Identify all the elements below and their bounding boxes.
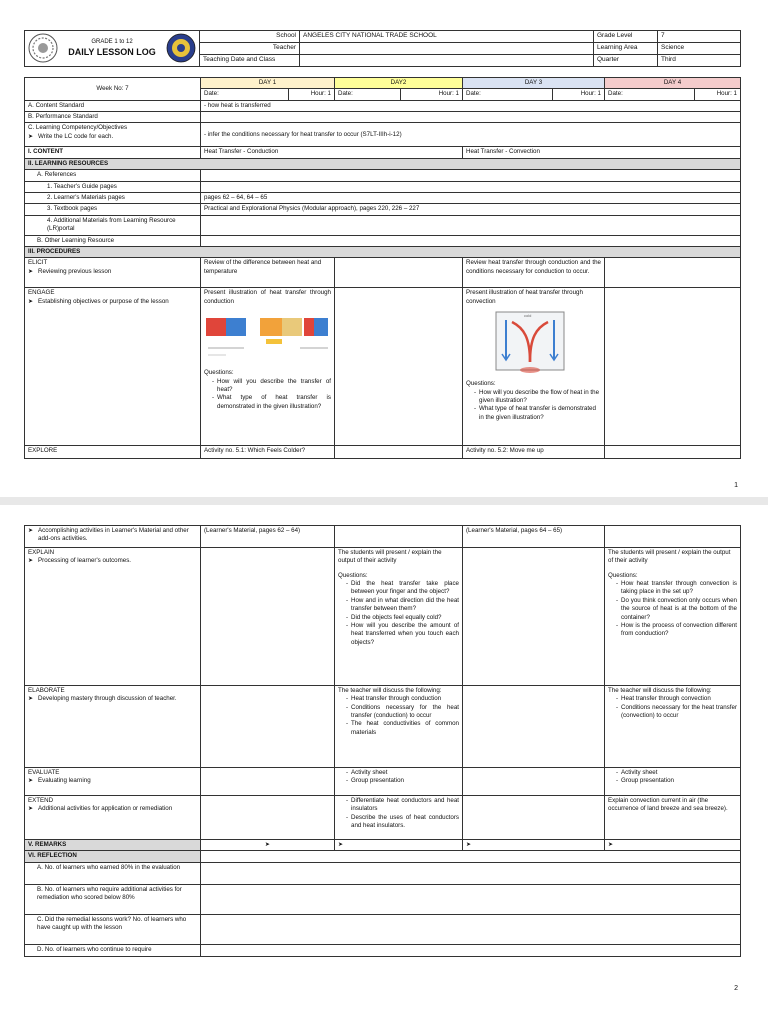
grade-level-label: Grade Level xyxy=(594,31,658,43)
textbook-pages-label: 3. Textbook pages xyxy=(25,204,201,215)
cold-label: cold xyxy=(524,313,532,319)
day2-header: DAY2 xyxy=(335,78,463,89)
elaborate-day1 xyxy=(201,686,335,768)
lesson-table-page2 xyxy=(24,525,741,957)
accomplish-day4 xyxy=(605,526,741,548)
doc-title: DAILY LESSON LOG xyxy=(68,47,156,58)
explain-day4-question: - How heat transfer through convection is taking place in the set up? xyxy=(616,580,737,597)
competency-label: C. Learning Competency/Objectives xyxy=(28,124,128,132)
evaluate-day1 xyxy=(201,768,335,796)
engage-day1-questions xyxy=(204,378,331,411)
explore-day4 xyxy=(605,446,741,459)
extend-day2 xyxy=(335,796,463,840)
extend-day3 xyxy=(463,796,605,840)
elicit-day2 xyxy=(335,258,463,288)
school-seal-icon xyxy=(166,33,196,63)
explore-day3: Activity no. 5.2: Move me up xyxy=(463,446,605,459)
reflection-value xyxy=(201,851,741,862)
conduction-blocks-illustration xyxy=(204,310,332,362)
equal-block-mid xyxy=(282,318,302,336)
engage-day3-text: Present illustration of heat transfer through convection xyxy=(466,289,583,305)
explain-day2-question: - How will you describe the amount of heat transferred when you touch each objects? xyxy=(346,622,459,647)
explain-day4-question: - Do you think convection only occurs when the source of heat is at the bottom of the container? xyxy=(616,597,737,622)
engage-day3-questions xyxy=(466,389,601,422)
elaborate-cell xyxy=(25,686,201,768)
remarks-day4 xyxy=(605,840,741,851)
elaborate-day2-item: - Heat transfer through conduction xyxy=(346,695,459,703)
content-day1: Heat Transfer - Conduction xyxy=(201,147,463,158)
engage-day1-text: Present illustration of heat transfer through conduction xyxy=(204,289,331,305)
explain-day4-question: - How is the process of convection different from conduction? xyxy=(616,622,737,639)
explain-cell xyxy=(25,548,201,686)
explain-day4-intro: The students will present / explain the output of their activity xyxy=(608,549,731,565)
lesson-table-page1 xyxy=(24,77,741,459)
reflection-b-value xyxy=(201,884,741,914)
extend-label: EXTEND xyxy=(28,797,54,804)
accomplish-cell xyxy=(25,526,201,548)
reflection-a-value xyxy=(201,862,741,884)
engage-cell xyxy=(25,288,201,446)
competency-value: - infer the conditions necessary for heat transfer to occur (S7LT-IIIh-i-12) xyxy=(201,123,741,147)
day1-header: DAY 1 xyxy=(201,78,335,89)
day4-hour: Hour: 1 xyxy=(695,89,741,100)
extend-day2-list xyxy=(338,797,459,830)
explore-day1: Activity no. 5.1: Which Feels Colder? xyxy=(201,446,335,459)
explain-day2-question: - How and in what direction did the heat transfer between them? xyxy=(346,597,459,614)
day2-date: Date: xyxy=(335,89,401,100)
extend-cell xyxy=(25,796,201,840)
extend-sub: ➤ Additional activities for application or remediation xyxy=(28,805,197,813)
remarks-day1 xyxy=(201,840,335,851)
competency-cell xyxy=(25,123,201,147)
references-label: A. References xyxy=(25,170,201,181)
explain-day2-questions xyxy=(338,580,459,647)
performance-standard-value xyxy=(201,112,741,123)
references-value xyxy=(201,170,741,181)
engage-day1-questions-label: Questions: xyxy=(204,369,234,377)
explain-day2-question: - Did the objects feel equally cold? xyxy=(346,614,459,622)
page-2 xyxy=(0,505,768,1024)
evaluate-day4-item: - Group presentation xyxy=(616,777,737,785)
explain-day4-questions xyxy=(608,580,737,639)
extend-day2-item: - Describe the uses of heat conductors and heat insulators. xyxy=(346,814,459,831)
header-logo-cell xyxy=(25,31,200,67)
explore-day2 xyxy=(335,446,463,459)
elicit-day1: Review of the difference between heat and temperature xyxy=(201,258,335,288)
evaluate-sub: ➤ Evaluating learning xyxy=(28,777,197,785)
explain-day4 xyxy=(605,548,741,686)
elaborate-day4-item: - Heat transfer through convection xyxy=(616,695,737,703)
content-label: I. CONTENT xyxy=(25,147,201,158)
reflection-c-label: C. Did the remedial lessons work? No. of learners who have caught up with the lesson xyxy=(25,914,201,944)
cold-block-right xyxy=(314,318,328,336)
day4-date: Date: xyxy=(605,89,695,100)
arrow-right-icon: ➤ xyxy=(608,841,614,848)
elicit-day3: Review heat transfer through conduction and the conditions necessary for conduction to occur. xyxy=(463,258,605,288)
page-gap xyxy=(0,497,768,505)
elicit-cell xyxy=(25,258,201,288)
evaluate-day4 xyxy=(605,768,741,796)
engage-label: ENGAGE xyxy=(28,289,55,297)
content-standard-value: - how heat is transferred xyxy=(201,100,741,111)
engage-day3 xyxy=(463,288,605,446)
elaborate-day4-item: - Conditions necessary for the heat transfer (convection) to occur xyxy=(616,704,737,721)
reflection-c-value xyxy=(201,914,741,944)
engage-day3-question: - How will you describe the flow of heat in the given illustration? xyxy=(474,389,601,406)
lm-pages-value: pages 62 – 64, 64 – 65 xyxy=(201,192,741,203)
teaching-date-value xyxy=(300,54,594,66)
day4-header: DAY 4 xyxy=(605,78,741,89)
arrow-right-icon: ➤ xyxy=(466,841,472,848)
day3-header: DAY 3 xyxy=(463,78,605,89)
teacher-value xyxy=(300,43,594,55)
accomplish-day3: (Learner's Material, pages 64 – 65) xyxy=(463,526,605,548)
explain-day2-questions-label: Questions: xyxy=(338,571,368,579)
other-resource-label: B. Other Learning Resource xyxy=(25,235,201,246)
header-table xyxy=(24,30,741,67)
reflection-d-value xyxy=(201,944,741,956)
elaborate-day2-intro: The teacher will discuss the following: xyxy=(338,687,442,694)
warm-block-right xyxy=(304,318,314,336)
hot-block xyxy=(206,318,226,336)
evaluate-cell xyxy=(25,768,201,796)
explain-day1 xyxy=(201,548,335,686)
reflection-heading: VI. REFLECTION xyxy=(25,851,201,862)
grade-level-value: 7 xyxy=(658,31,741,43)
deped-seal-icon xyxy=(28,33,58,63)
arrow-right-icon: ➤ xyxy=(338,841,344,848)
additional-materials-label: 4. Additional Materials from Learning Resource (LR)portal xyxy=(25,215,201,235)
elicit-day4 xyxy=(605,258,741,288)
extend-day4: Explain convection current in air (the occurrence of land breeze and sea breeze). xyxy=(605,796,741,840)
evaluate-day2-list xyxy=(338,769,459,786)
cold-block xyxy=(226,318,246,336)
engage-day1 xyxy=(201,288,335,446)
evaluate-day2 xyxy=(335,768,463,796)
week-number: Week No: 7 xyxy=(25,78,201,101)
day3-hour: Hour: 1 xyxy=(553,89,605,100)
evaluate-day4-list xyxy=(608,769,737,786)
learning-area-value: Science xyxy=(658,43,741,55)
engage-day2 xyxy=(335,288,463,446)
remarks-heading: V. REMARKS xyxy=(25,840,201,851)
explain-day2-question: - Did the heat transfer take place between your finger and the object? xyxy=(346,580,459,597)
elicit-label: ELICIT xyxy=(28,259,48,267)
accomplish-label: ➤ Accomplishing activities in Learner's Material and other add-ons activities. xyxy=(28,527,197,544)
elaborate-day2-item: - The heat conductivities of common materials xyxy=(346,720,459,737)
tg-pages-label: 1. Teacher's Guide pages xyxy=(25,181,201,192)
reflection-a-label: A. No. of learners who earned 80% in the evaluation xyxy=(25,862,201,884)
day1-date: Date: xyxy=(201,89,289,100)
day2-hour: Hour: 1 xyxy=(401,89,463,100)
evaluate-day4-item: - Activity sheet xyxy=(616,769,737,777)
learning-area-label: Learning Area xyxy=(594,43,658,55)
elaborate-label: ELABORATE xyxy=(28,687,65,694)
elaborate-day2-list xyxy=(338,695,459,737)
quarter-value: Third xyxy=(658,54,741,66)
tg-pages-value xyxy=(201,181,741,192)
accomplish-day2 xyxy=(335,526,463,548)
arrow-right-icon: ➤ xyxy=(264,841,271,848)
elaborate-day2-item: - Conditions necessary for the heat transfer (conduction) to occur xyxy=(346,704,459,721)
explain-day3 xyxy=(463,548,605,686)
engage-day4 xyxy=(605,288,741,446)
explain-sub: ➤ Processing of learner's outcomes. xyxy=(28,557,197,565)
explain-day4-questions-label: Questions: xyxy=(608,571,638,579)
quarter-label: Quarter xyxy=(594,54,658,66)
lm-pages-label: 2. Learner's Materials pages xyxy=(25,192,201,203)
school-label: School xyxy=(200,31,300,43)
reflection-d-label: D. No. of learners who continue to require xyxy=(25,944,201,956)
page-1 xyxy=(0,0,768,497)
remarks-day3 xyxy=(463,840,605,851)
elaborate-day2 xyxy=(335,686,463,768)
explain-day2-intro: The students will present / explain the output of their activity xyxy=(338,549,442,565)
procedures-heading: III. PROCEDURES xyxy=(25,246,741,257)
explain-label: EXPLAIN xyxy=(28,549,55,556)
elaborate-day4-intro: The teacher will discuss the following: xyxy=(608,687,712,694)
day1-hour: Hour: 1 xyxy=(289,89,335,100)
heat-source xyxy=(520,367,540,373)
performance-standard-label: B. Performance Standard xyxy=(25,112,201,123)
elaborate-sub: ➤ Developing mastery through discussion of teacher. xyxy=(28,695,197,703)
reflection-b-label: B. No. of learners who require additional activities for remediation who scored below 80% xyxy=(25,884,201,914)
elaborate-day4-list xyxy=(608,695,737,720)
evaluate-label: EVALUATE xyxy=(28,769,60,776)
explore-label: EXPLORE xyxy=(25,446,201,459)
extend-day1 xyxy=(201,796,335,840)
elaborate-day3 xyxy=(463,686,605,768)
grade-range: GRADE 1 to 12 xyxy=(91,39,133,46)
teaching-date-label: Teaching Date and Class xyxy=(200,54,300,66)
content-day3: Heat Transfer - Convection xyxy=(463,147,741,158)
additional-materials-value xyxy=(201,215,741,235)
elicit-sub: ➤ Reviewing previous lesson xyxy=(28,268,197,276)
page-number-2: 2 xyxy=(734,985,738,992)
content-standard-label: A. Content Standard xyxy=(25,100,201,111)
engage-day1-question: - How will you describe the transfer of heat? xyxy=(212,378,331,395)
competency-sub: ➤ Write the LC code for each. xyxy=(28,133,197,141)
equal-tag xyxy=(266,339,282,344)
page-number-1: 1 xyxy=(734,482,738,489)
accomplish-day1: (Learner's Material, pages 62 – 64) xyxy=(201,526,335,548)
day3-date: Date: xyxy=(463,89,553,100)
evaluate-day2-item: - Group presentation xyxy=(346,777,459,785)
engage-day3-questions-label: Questions: xyxy=(466,380,496,388)
engage-day3-question: - What type of heat transfer is demonstrated in the given illustration? xyxy=(474,405,601,422)
textbook-pages-value: Practical and Explorational Physics (Modular approach), pages 220, 226 – 227 xyxy=(201,204,741,215)
evaluate-day2-item: - Activity sheet xyxy=(346,769,459,777)
extend-day2-item: - Differentiate heat conductors and heat insulators xyxy=(346,797,459,814)
explain-day2 xyxy=(335,548,463,686)
learning-resources-heading: II. LEARNING RESOURCES xyxy=(25,158,741,169)
evaluate-day3 xyxy=(463,768,605,796)
engage-sub: ➤ Establishing objectives or purpose of the lesson xyxy=(28,298,197,306)
convection-beaker-illustration xyxy=(466,308,594,374)
elaborate-day4 xyxy=(605,686,741,768)
remarks-day2 xyxy=(335,840,463,851)
equal-block-left xyxy=(260,318,282,336)
school-value: ANGELES CITY NATIONAL TRADE SCHOOL xyxy=(300,31,594,43)
engage-day1-question: - What type of heat transfer is demonstrated in the given illustration? xyxy=(212,394,331,411)
teacher-label: Teacher xyxy=(200,43,300,55)
other-resource-value xyxy=(201,235,741,246)
